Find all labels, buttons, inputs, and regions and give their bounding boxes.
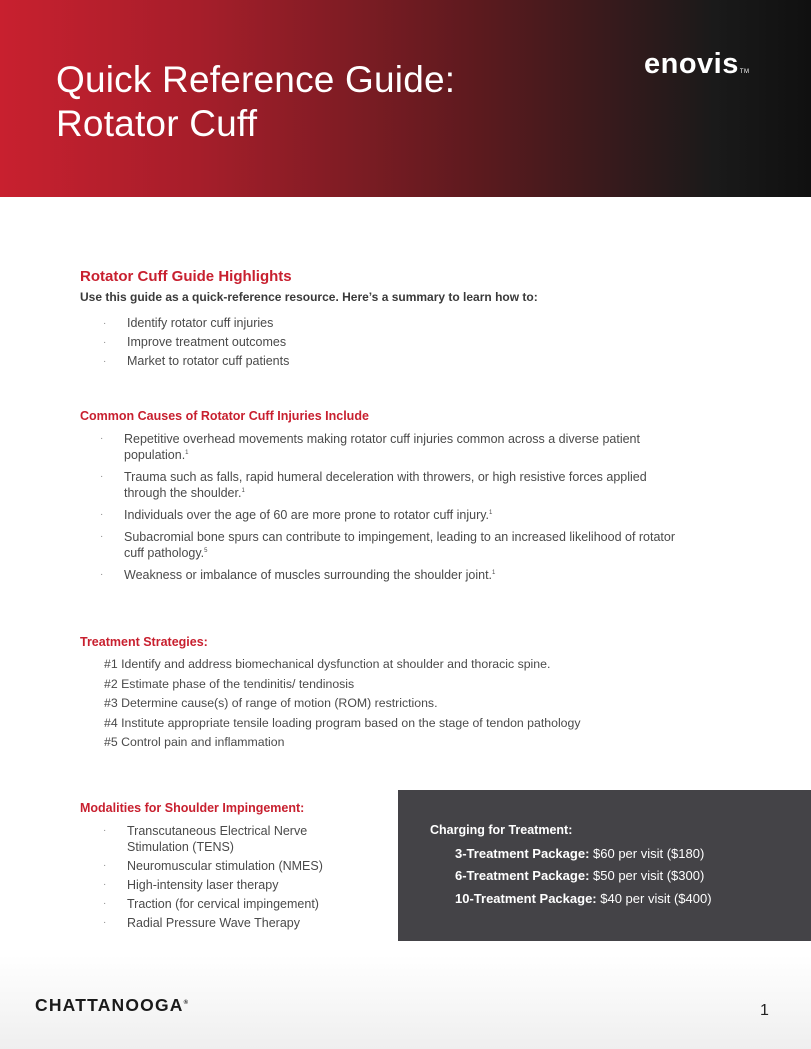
list-item-text: Repetitive overhead movements making rotator cuff injuries common across a diverse patient population. bbox=[124, 432, 640, 462]
highlights-heading: Rotator Cuff Guide Highlights bbox=[80, 268, 292, 285]
list-item bbox=[103, 315, 289, 334]
enovis-logo bbox=[644, 48, 750, 81]
package-label: 10-Treatment Package: bbox=[455, 891, 597, 906]
package-3 bbox=[455, 846, 704, 861]
strategy-item: #1 Identify and address biomechanical dysfunction at shoulder and thoracic spine. bbox=[104, 657, 551, 671]
list-item bbox=[103, 896, 367, 912]
chattanooga-logo bbox=[35, 995, 188, 1016]
list-item bbox=[103, 334, 289, 353]
package-label: 6-Treatment Package: bbox=[455, 868, 590, 883]
title-line-1: Quick Reference Guide: bbox=[56, 59, 456, 100]
modalities-heading: Modalities for Shoulder Impingement: bbox=[80, 801, 305, 815]
bullet-icon: · bbox=[103, 879, 107, 890]
brand-text: CHATTANOOGA bbox=[35, 995, 184, 1015]
list-item bbox=[103, 915, 367, 931]
footnote-ref: 1 bbox=[241, 488, 245, 494]
list-item bbox=[100, 431, 684, 463]
list-item-text: Trauma such as falls, rapid humeral deceleration with throwers, or high resistive forces applied through the shoulder. bbox=[124, 470, 647, 500]
strategies-list bbox=[104, 656, 581, 754]
list-item bbox=[100, 507, 684, 523]
list-item-text: Subacromial bone spurs can contribute to impingement, leading to an increased likelihood of rotator cuff pathology. bbox=[124, 530, 676, 560]
package-6 bbox=[455, 868, 704, 883]
list-item-text: Radial Pressure Wave Therapy bbox=[127, 916, 300, 930]
list-item bbox=[100, 529, 684, 561]
footnote-ref: 1 bbox=[489, 510, 493, 516]
bullet-icon: · bbox=[100, 531, 104, 542]
list-item-text: Weakness or imbalance of muscles surrounding the shoulder joint. bbox=[124, 568, 493, 582]
list-item-text: High-intensity laser therapy bbox=[127, 878, 279, 892]
bullet-icon: · bbox=[100, 569, 104, 580]
footnote-ref: 5 bbox=[204, 548, 208, 554]
package-10 bbox=[455, 891, 712, 906]
list-item-text: Traction (for cervical impingement) bbox=[127, 897, 319, 911]
causes-heading: Common Causes of Rotator Cuff Injuries Include bbox=[80, 409, 369, 423]
causes-list bbox=[100, 431, 684, 589]
title-line-2: Rotator Cuff bbox=[56, 103, 258, 144]
list-item bbox=[103, 823, 367, 855]
strategy-item: #4 Institute appropriate tensile loading program based on the stage of tendon pathology bbox=[104, 715, 581, 730]
modalities-list bbox=[103, 823, 367, 934]
footnote-ref: 1 bbox=[185, 450, 189, 456]
list-item bbox=[100, 469, 684, 501]
list-item-text: Improve treatment outcomes bbox=[127, 335, 287, 349]
list-item-text: Neuromuscular stimulation (NMES) bbox=[127, 859, 323, 873]
strategies-heading: Treatment Strategies: bbox=[80, 635, 208, 649]
footnote-ref: 1 bbox=[492, 570, 496, 576]
bullet-icon: · bbox=[103, 860, 107, 871]
list-item bbox=[100, 567, 684, 583]
list-item-text: Transcutaneous Electrical Nerve Stimulation (TENS) bbox=[127, 824, 308, 854]
bullet-icon: · bbox=[103, 337, 107, 348]
logo-text: enovis bbox=[644, 48, 739, 80]
strategy-item: #3 Determine cause(s) of range of motion (ROM) restrictions. bbox=[104, 696, 438, 710]
logo-tm: TM bbox=[739, 69, 750, 75]
list-item bbox=[103, 858, 367, 874]
bullet-icon: · bbox=[103, 825, 107, 836]
package-label: 3-Treatment Package: bbox=[455, 846, 590, 861]
bullet-icon: · bbox=[100, 509, 104, 520]
bullet-icon: · bbox=[100, 471, 104, 482]
list-item-text: Individuals over the age of 60 are more prone to rotator cuff injury. bbox=[124, 508, 490, 522]
bullet-icon: · bbox=[103, 318, 107, 329]
package-price: $60 per visit ($180) bbox=[589, 846, 705, 861]
list-item bbox=[103, 877, 367, 893]
package-price: $50 per visit ($300) bbox=[589, 868, 705, 883]
strategy-item: #2 Estimate phase of the tendinitis/ tendinosis bbox=[104, 676, 355, 691]
bullet-icon: · bbox=[103, 917, 107, 928]
package-price: $40 per visit ($400) bbox=[596, 891, 712, 906]
charging-box bbox=[398, 790, 811, 941]
list-item bbox=[103, 353, 290, 372]
list-item-text: Market to rotator cuff patients bbox=[127, 354, 290, 368]
page-number: 1 bbox=[760, 1002, 769, 1019]
highlights-list bbox=[103, 315, 290, 372]
page-title bbox=[56, 58, 455, 146]
charging-heading: Charging for Treatment: bbox=[430, 823, 573, 837]
highlights-intro: Use this guide as a quick-reference resource. Here’s a summary to learn how to: bbox=[80, 290, 538, 304]
bullet-icon: · bbox=[103, 898, 107, 909]
list-item-text: Identify rotator cuff injuries bbox=[127, 316, 274, 330]
strategy-item: #5 Control pain and inflammation bbox=[104, 735, 285, 749]
brand-registered: ® bbox=[183, 1000, 189, 1007]
bullet-icon: · bbox=[100, 433, 104, 444]
bullet-icon: · bbox=[103, 356, 107, 367]
